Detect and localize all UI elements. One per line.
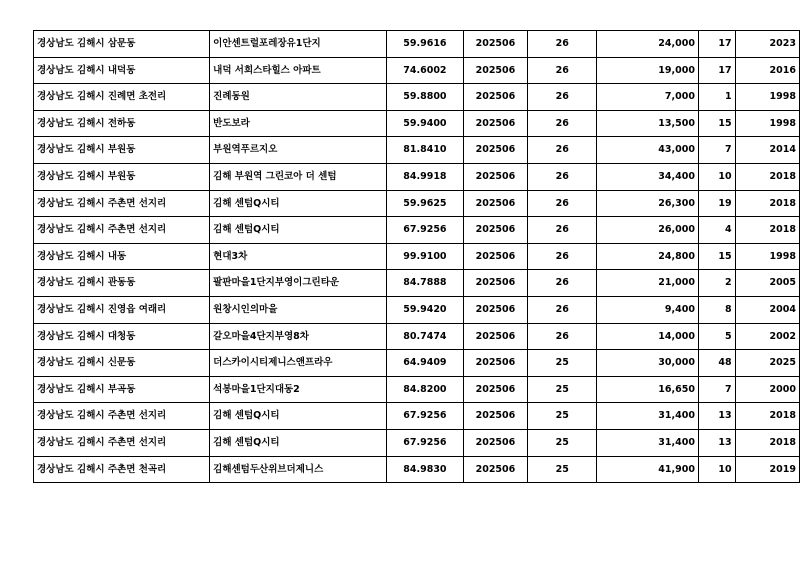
cell-region: 경상남도 김해시 부원동 <box>34 163 210 190</box>
cell-ym: 202506 <box>463 323 528 350</box>
cell-ym: 202506 <box>463 31 528 58</box>
cell-region: 경상남도 김해시 신문동 <box>34 350 210 377</box>
table-row <box>34 84 800 111</box>
cell-floor: 2 <box>698 270 735 297</box>
cell-ym: 202506 <box>463 84 528 111</box>
cell-area: 84.9830 <box>387 456 463 483</box>
cell-year: 2019 <box>735 456 799 483</box>
cell-area: 59.9625 <box>387 190 463 217</box>
cell-floor: 19 <box>698 190 735 217</box>
table-row <box>34 323 800 350</box>
cell-region: 경상남도 김해시 부원동 <box>34 137 210 164</box>
cell-ym: 202506 <box>463 243 528 270</box>
table-row <box>34 429 800 456</box>
cell-floor: 8 <box>698 296 735 323</box>
table-row <box>34 137 800 164</box>
table-row <box>34 31 800 58</box>
cell-year: 2023 <box>735 31 799 58</box>
transaction-table <box>33 30 800 483</box>
cell-year: 2002 <box>735 323 799 350</box>
cell-day: 26 <box>528 323 597 350</box>
cell-name: 김해 센텀Q시티 <box>210 217 387 244</box>
table-body <box>34 31 800 483</box>
cell-name: 김해 센텀Q시티 <box>210 403 387 430</box>
table-row <box>34 163 800 190</box>
cell-ym: 202506 <box>463 376 528 403</box>
cell-year: 2018 <box>735 217 799 244</box>
cell-year: 2005 <box>735 270 799 297</box>
cell-name: 내덕 서희스타힐스 아파트 <box>210 57 387 84</box>
cell-region: 경상남도 김해시 주촌면 선지리 <box>34 217 210 244</box>
cell-area: 67.9256 <box>387 429 463 456</box>
table-row <box>34 57 800 84</box>
cell-day: 26 <box>528 137 597 164</box>
cell-region: 경상남도 김해시 대청동 <box>34 323 210 350</box>
cell-name: 이안센트럴포레장유1단지 <box>210 31 387 58</box>
cell-floor: 7 <box>698 376 735 403</box>
cell-name: 팔판마을1단지부영이그린타운 <box>210 270 387 297</box>
cell-name: 반도보라 <box>210 110 387 137</box>
cell-name: 김해 센텀Q시티 <box>210 429 387 456</box>
cell-floor: 7 <box>698 137 735 164</box>
cell-region: 경상남도 김해시 부곡동 <box>34 376 210 403</box>
table-row <box>34 376 800 403</box>
table-row <box>34 190 800 217</box>
cell-year: 2016 <box>735 57 799 84</box>
cell-year: 2018 <box>735 190 799 217</box>
cell-area: 80.7474 <box>387 323 463 350</box>
cell-price: 16,650 <box>597 376 699 403</box>
table-row <box>34 403 800 430</box>
table-row <box>34 270 800 297</box>
cell-area: 59.9616 <box>387 31 463 58</box>
cell-price: 13,500 <box>597 110 699 137</box>
cell-region: 경상남도 김해시 진례면 초전리 <box>34 84 210 111</box>
cell-ym: 202506 <box>463 57 528 84</box>
table-row <box>34 350 800 377</box>
cell-ym: 202506 <box>463 190 528 217</box>
cell-price: 24,000 <box>597 31 699 58</box>
cell-name: 김해센텀두산위브더제니스 <box>210 456 387 483</box>
cell-area: 84.7888 <box>387 270 463 297</box>
cell-year: 1998 <box>735 243 799 270</box>
cell-region: 경상남도 김해시 삼문동 <box>34 31 210 58</box>
cell-region: 경상남도 김해시 주촌면 선지리 <box>34 190 210 217</box>
cell-area: 64.9409 <box>387 350 463 377</box>
cell-floor: 17 <box>698 57 735 84</box>
cell-name: 더스카이시티제니스앤프라우 <box>210 350 387 377</box>
cell-region: 경상남도 김해시 주촌면 천곡리 <box>34 456 210 483</box>
cell-floor: 10 <box>698 456 735 483</box>
cell-region: 경상남도 김해시 진영읍 여래리 <box>34 296 210 323</box>
cell-price: 14,000 <box>597 323 699 350</box>
cell-year: 2000 <box>735 376 799 403</box>
cell-price: 24,800 <box>597 243 699 270</box>
cell-ym: 202506 <box>463 296 528 323</box>
cell-region: 경상남도 김해시 관동동 <box>34 270 210 297</box>
cell-ym: 202506 <box>463 429 528 456</box>
cell-region: 경상남도 김해시 내동 <box>34 243 210 270</box>
cell-day: 26 <box>528 163 597 190</box>
cell-price: 30,000 <box>597 350 699 377</box>
cell-name: 석봉마을1단지대동2 <box>210 376 387 403</box>
cell-region: 경상남도 김해시 내덕동 <box>34 57 210 84</box>
cell-floor: 1 <box>698 84 735 111</box>
cell-year: 2025 <box>735 350 799 377</box>
cell-area: 81.8410 <box>387 137 463 164</box>
cell-day: 25 <box>528 376 597 403</box>
cell-day: 26 <box>528 243 597 270</box>
cell-day: 26 <box>528 84 597 111</box>
cell-ym: 202506 <box>463 137 528 164</box>
cell-floor: 15 <box>698 243 735 270</box>
cell-name: 갈오마을4단지부영8차 <box>210 323 387 350</box>
cell-price: 31,400 <box>597 429 699 456</box>
cell-price: 34,400 <box>597 163 699 190</box>
cell-floor: 13 <box>698 403 735 430</box>
cell-ym: 202506 <box>463 350 528 377</box>
table-row <box>34 217 800 244</box>
cell-name: 현대3차 <box>210 243 387 270</box>
cell-year: 2018 <box>735 163 799 190</box>
cell-day: 26 <box>528 57 597 84</box>
cell-area: 74.6002 <box>387 57 463 84</box>
cell-price: 43,000 <box>597 137 699 164</box>
cell-price: 26,000 <box>597 217 699 244</box>
cell-day: 25 <box>528 456 597 483</box>
cell-ym: 202506 <box>463 110 528 137</box>
table-row <box>34 110 800 137</box>
cell-area: 67.9256 <box>387 217 463 244</box>
cell-area: 67.9256 <box>387 403 463 430</box>
cell-price: 19,000 <box>597 57 699 84</box>
cell-ym: 202506 <box>463 217 528 244</box>
cell-price: 41,900 <box>597 456 699 483</box>
cell-price: 9,400 <box>597 296 699 323</box>
cell-price: 31,400 <box>597 403 699 430</box>
cell-year: 2018 <box>735 429 799 456</box>
cell-region: 경상남도 김해시 주촌면 선지리 <box>34 429 210 456</box>
cell-name: 진례동원 <box>210 84 387 111</box>
cell-year: 1998 <box>735 110 799 137</box>
cell-year: 2004 <box>735 296 799 323</box>
cell-day: 26 <box>528 110 597 137</box>
cell-ym: 202506 <box>463 403 528 430</box>
cell-price: 7,000 <box>597 84 699 111</box>
table-row <box>34 456 800 483</box>
cell-day: 25 <box>528 403 597 430</box>
cell-floor: 15 <box>698 110 735 137</box>
cell-ym: 202506 <box>463 270 528 297</box>
cell-area: 99.9100 <box>387 243 463 270</box>
cell-area: 59.9400 <box>387 110 463 137</box>
cell-day: 26 <box>528 270 597 297</box>
cell-year: 2014 <box>735 137 799 164</box>
cell-name: 김해 부원역 그린코아 더 센텀 <box>210 163 387 190</box>
cell-floor: 17 <box>698 31 735 58</box>
cell-area: 84.9918 <box>387 163 463 190</box>
cell-name: 원창시인의마을 <box>210 296 387 323</box>
cell-year: 1998 <box>735 84 799 111</box>
cell-floor: 10 <box>698 163 735 190</box>
cell-region: 경상남도 김해시 전하동 <box>34 110 210 137</box>
cell-region: 경상남도 김해시 주촌면 선지리 <box>34 403 210 430</box>
cell-day: 25 <box>528 429 597 456</box>
table-row <box>34 296 800 323</box>
cell-day: 26 <box>528 31 597 58</box>
cell-day: 26 <box>528 217 597 244</box>
cell-name: 김해 센텀Q시티 <box>210 190 387 217</box>
cell-ym: 202506 <box>463 163 528 190</box>
cell-name: 부원역푸르지오 <box>210 137 387 164</box>
cell-ym: 202506 <box>463 456 528 483</box>
cell-area: 59.8800 <box>387 84 463 111</box>
cell-area: 59.9420 <box>387 296 463 323</box>
cell-price: 26,300 <box>597 190 699 217</box>
cell-floor: 4 <box>698 217 735 244</box>
cell-day: 25 <box>528 350 597 377</box>
cell-area: 84.8200 <box>387 376 463 403</box>
table-row <box>34 243 800 270</box>
cell-floor: 5 <box>698 323 735 350</box>
cell-floor: 13 <box>698 429 735 456</box>
cell-floor: 48 <box>698 350 735 377</box>
cell-year: 2018 <box>735 403 799 430</box>
cell-day: 26 <box>528 190 597 217</box>
cell-day: 26 <box>528 296 597 323</box>
cell-price: 21,000 <box>597 270 699 297</box>
